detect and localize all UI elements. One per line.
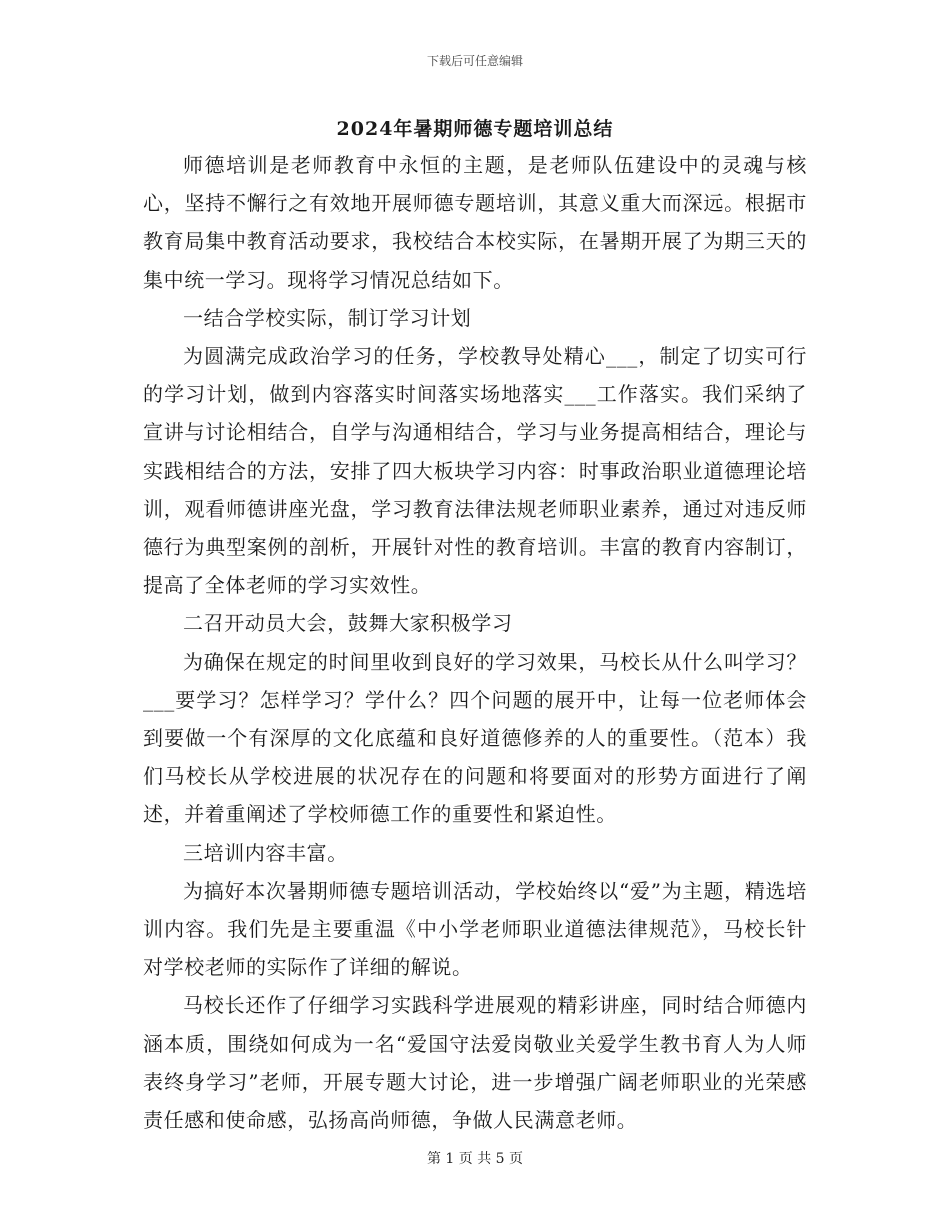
paragraph-plan: 为圆满完成政治学习的任务，学校教导处精心___，制定了切实可行的学习计划，做到内容落实时间落实场地落实___工作落实。我们采纳了宣讲与讨论相结合，自学与沟通相结合，学习与业务提高相结合，理论与实践相结合的方法，安排了四大板块学习内容：时事政治职业道德理论培训，观看师德讲座光盘，学习教育法律法规老师职业素养，通过对违反师德行为典型案例的剖析，开展针对性的教育培训。丰富的教育内容制订，提高了全体老师的学习实效性。 [143,344,807,598]
paragraph-lecture: 马校长还作了仔细学习实践科学进展观的精彩讲座，同时结合师德内涵本质，围绕如何成为一名“爱国守法爱岗敬业关爱学生教书育人为人师表终身学习”老师，开展专题大讨论，进一步增强广阔老师职业的光荣感责任感和使命感，弘扬高尚师德，争做人民满意老师。 [143,993,807,1133]
paragraph-mobilization: 为确保在规定的时间里收到良好的学习效果，马校长从什么叫学习？___要学习？怎样学习？学什么？四个问题的展开中，让每一位老师体会到要做一个有深厚的文化底蕴和良好道德修养的人的重要性。（范本）我们马校长从学校进展的状况存在的问题和将要面对的形势方面进行了阐述，并着重阐述了学校师德工作的重要性和紧迫性。 [143,649,807,827]
document-body [143,146,807,1139]
paragraph-intro: 师德培训是老师教育中永恒的主题，是老师队伍建设中的灵魂与核心，坚持不懈行之有效地开展师德专题培训，其意义重大而深远。根据市教育局集中教育活动要求，我校结合本校实际，在暑期开展了为期三天的集中统一学习。现将学习情况总结如下。 [143,153,807,292]
page-header-note: 下载后可任意编辑 [426,54,523,68]
page-number: 第 1 页 共 5 页 [426,1151,524,1167]
section-heading-3: 三培训内容丰富。 [183,840,348,865]
paragraph-content: 为搞好本次暑期师德专题培训活动，学校始终以“爱”为主题，精选培训内容。我们先是主要重温《中小学老师职业道德法律规范》，马校长针对学校老师的实际作了详细的解说。 [143,878,807,980]
document-title: 2024年暑期师德专题培训总结 [336,118,614,140]
section-heading-1: 一结合学校实际，制订学习计划 [183,305,472,330]
section-heading-2: 二召开动员大会，鼓舞大家积极学习 [183,611,513,636]
